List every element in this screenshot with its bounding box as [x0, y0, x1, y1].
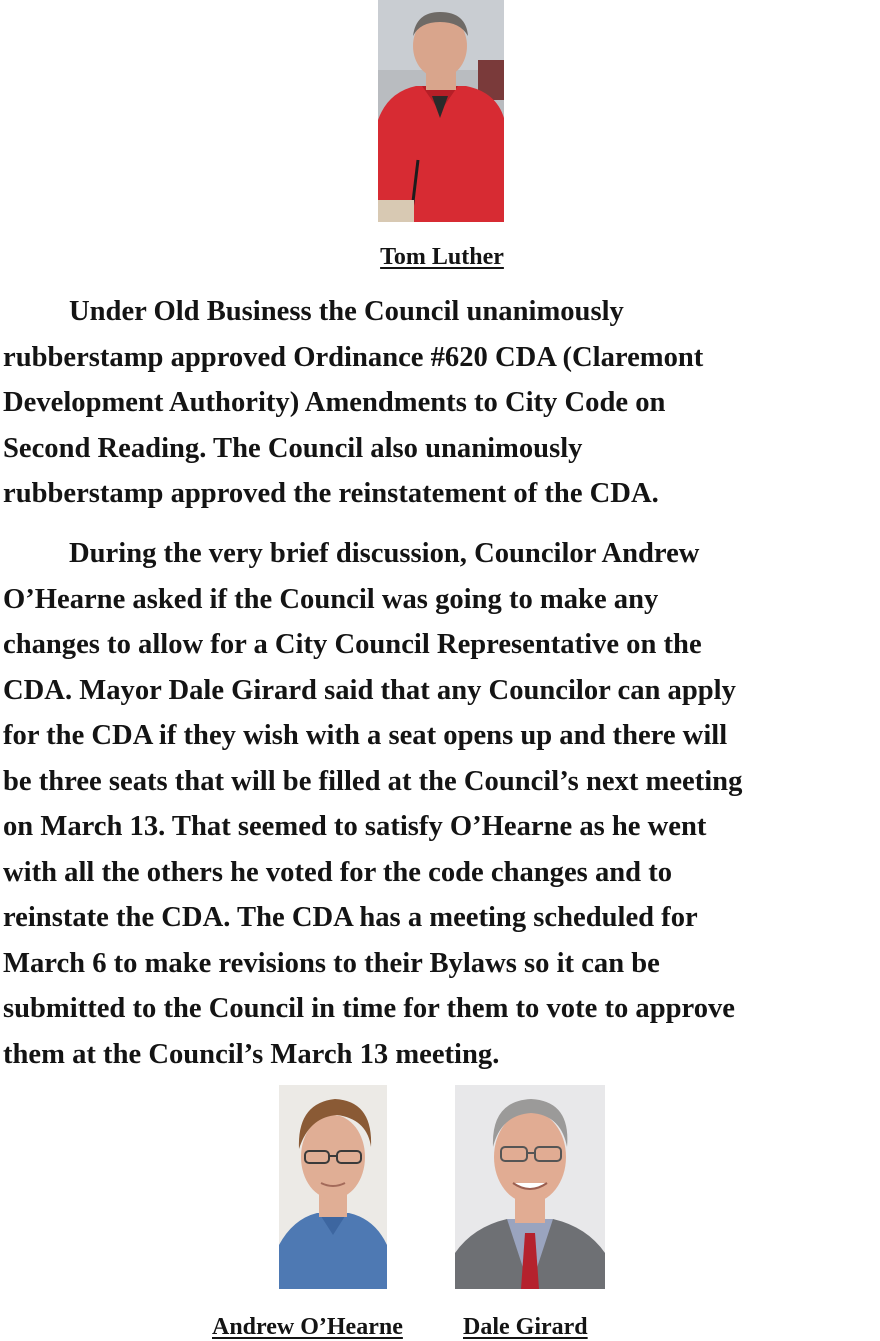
paragraph-line: be three seats that will be filled at the Council’s next meeting [3, 765, 743, 797]
paragraph-line: rubberstamp approved the reinstatement of the CDA. [3, 478, 659, 509]
paragraph-line: them at the Council’s March 13 meeting. [3, 1038, 500, 1070]
paragraph-line: O’Hearne asked if the Council was going to make any [3, 583, 659, 615]
paragraph-line: submitted to the Council in time for them to vote to approve [3, 993, 735, 1024]
paragraph-line: During the very brief discussion, Councilor Andrew [69, 538, 700, 569]
paragraph-line: with all the others he voted for the code changes and to [3, 856, 673, 888]
andrew-ohearne-caption: Andrew O’Hearne [212, 1314, 403, 1340]
tom-luther-photo [378, 0, 504, 222]
paragraph-line: March 6 to make revisions to their Bylaws so it can be [3, 947, 660, 979]
paragraph-line: CDA. Mayor Dale Girard said that any Councilor can apply [3, 674, 736, 706]
paragraph-line: changes to allow for a City Council Representative on the [3, 629, 702, 660]
paragraph-line: Development Authority) Amendments to City Code on [3, 387, 666, 418]
paragraph-line: Under Old Business the Council unanimously [69, 296, 624, 327]
paragraph-line: for the CDA if they wish with a seat opens up and there will [3, 720, 728, 751]
paragraph-line: rubberstamp approved Ordinance #620 CDA (Claremont [3, 341, 704, 373]
dale-girard-caption: Dale Girard [463, 1314, 588, 1340]
tom-luther-caption: Tom Luther [380, 244, 504, 270]
article-paragraph-1 [3, 289, 880, 517]
dale-girard-photo [455, 1085, 605, 1289]
paragraph-line: Second Reading. The Council also unanimously [3, 432, 583, 464]
andrew-ohearne-photo [279, 1085, 387, 1289]
article-paragraph-2 [3, 531, 880, 1077]
paragraph-line: on March 13. That seemed to satisfy O’Hearne as he went [3, 811, 707, 842]
paragraph-line: reinstate the CDA. The CDA has a meeting scheduled for [3, 902, 698, 933]
